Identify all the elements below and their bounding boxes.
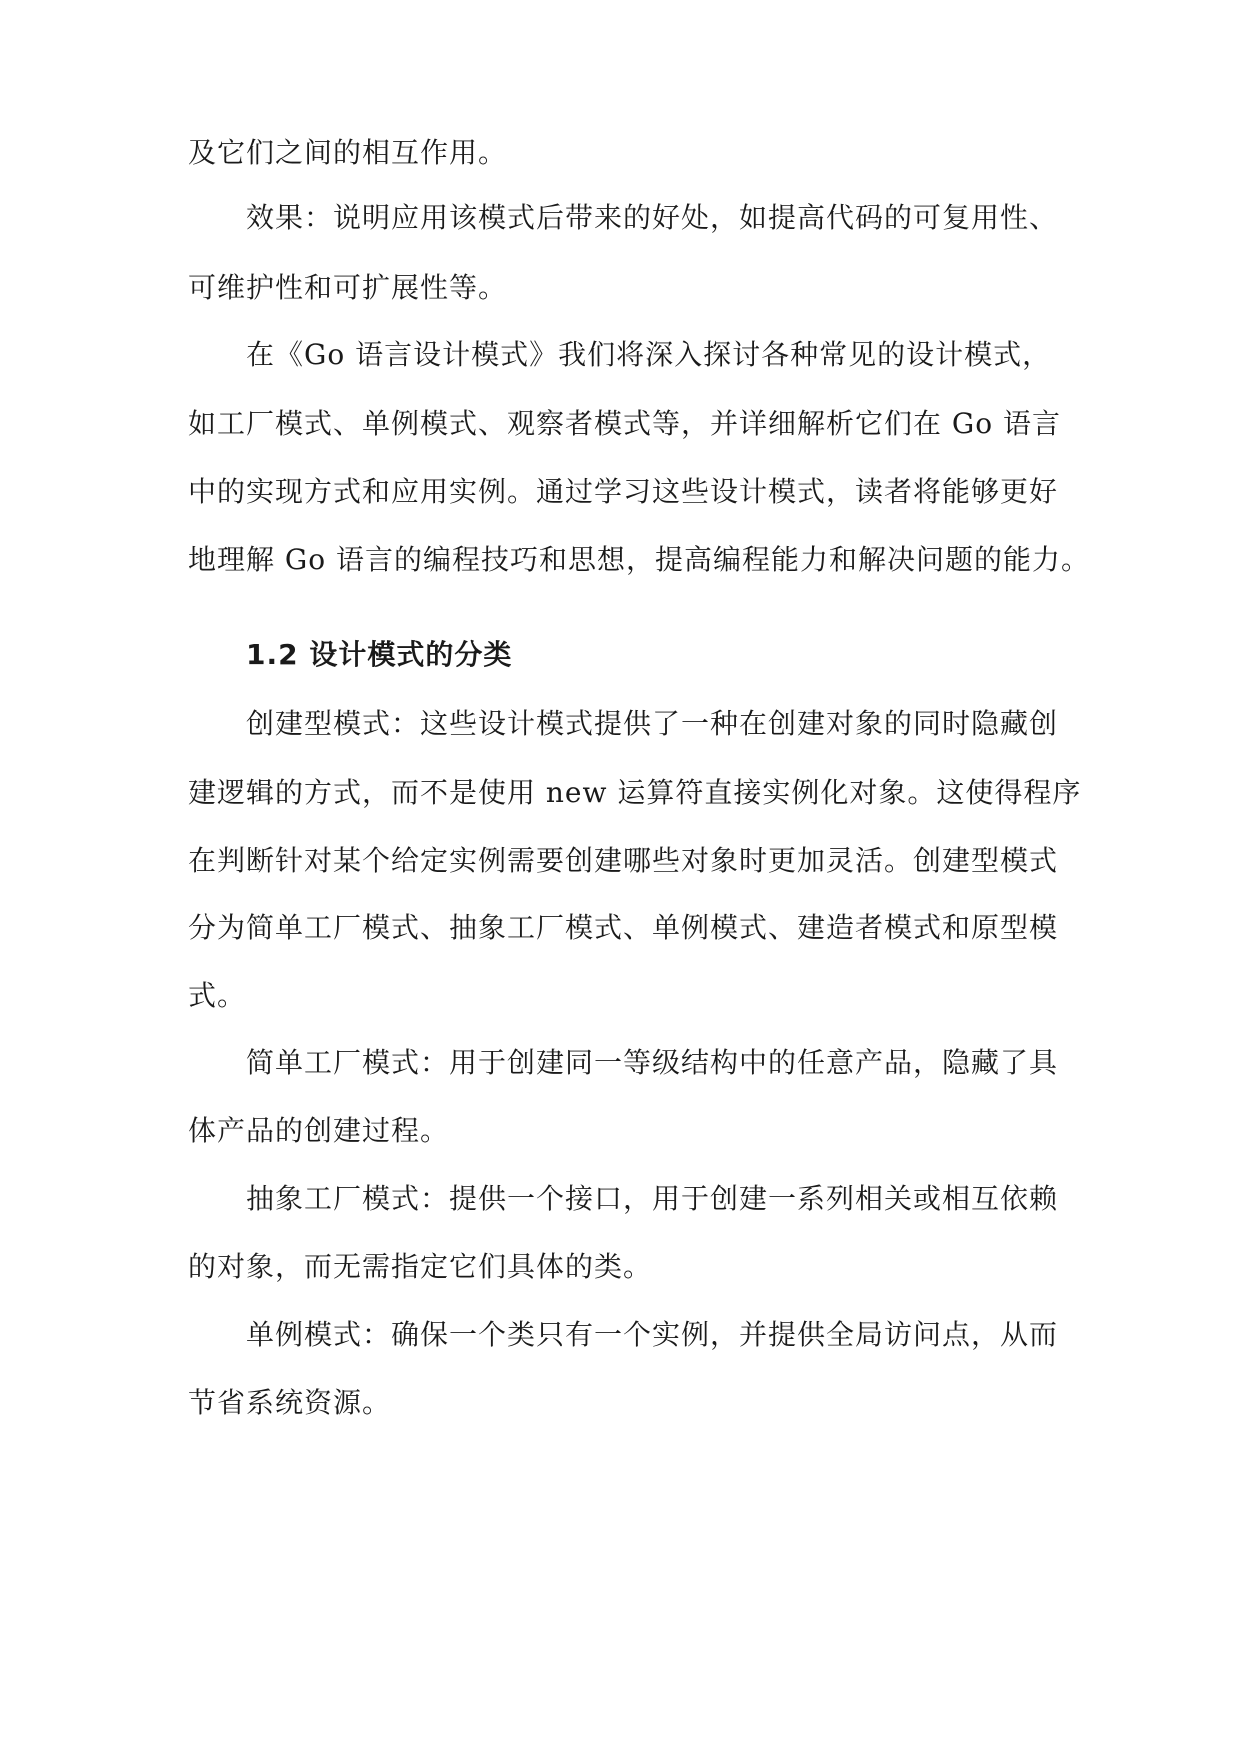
paragraph-line: 抽象工厂模式：提供一个接口，用于创建一系列相关或相互依赖	[246, 1182, 1059, 1215]
paragraph-line: 节省系统资源。	[188, 1386, 392, 1419]
section-heading: 1.2 设计模式的分类	[246, 638, 513, 671]
paragraph-line: 的对象，而无需指定它们具体的类。	[188, 1250, 653, 1283]
paragraph-line: 创建型模式：这些设计模式提供了一种在创建对象的同时隐藏创	[246, 707, 1059, 740]
paragraph-line: 及它们之间的相互作用。	[188, 136, 508, 169]
paragraph-line: 在判断针对某个给定实例需要创建哪些对象时更加灵活。创建型模式	[188, 844, 1059, 877]
paragraph-line: 建逻辑的方式，而不是使用 new 运算符直接实例化对象。这使得程序	[188, 776, 1082, 809]
paragraph-line: 如工厂模式、单例模式、观察者模式等，并详细解析它们在 Go 语言	[188, 407, 1062, 440]
paragraph-line: 单例模式：确保一个类只有一个实例，并提供全局访问点，从而	[246, 1318, 1059, 1351]
paragraph-line: 在《Go 语言设计模式》我们将深入探讨各种常见的设计模式，	[246, 338, 1052, 371]
paragraph-line: 地理解 Go 语言的编程技巧和思想，提高编程能力和解决问题的能力。	[188, 543, 1091, 576]
paragraph-line: 简单工厂模式：用于创建同一等级结构中的任意产品，隐藏了具	[246, 1046, 1059, 1079]
paragraph-line: 效果：说明应用该模式后带来的好处，如提高代码的可复用性、	[246, 201, 1059, 234]
paragraph-line: 分为简单工厂模式、抽象工厂模式、单例模式、建造者模式和原型模	[188, 911, 1059, 944]
paragraph-line: 中的实现方式和应用实例。通过学习这些设计模式，读者将能够更好	[188, 475, 1059, 508]
paragraph-line: 体产品的创建过程。	[188, 1114, 450, 1147]
paragraph-line: 可维护性和可扩展性等。	[188, 271, 508, 304]
paragraph-line: 式。	[188, 979, 247, 1012]
